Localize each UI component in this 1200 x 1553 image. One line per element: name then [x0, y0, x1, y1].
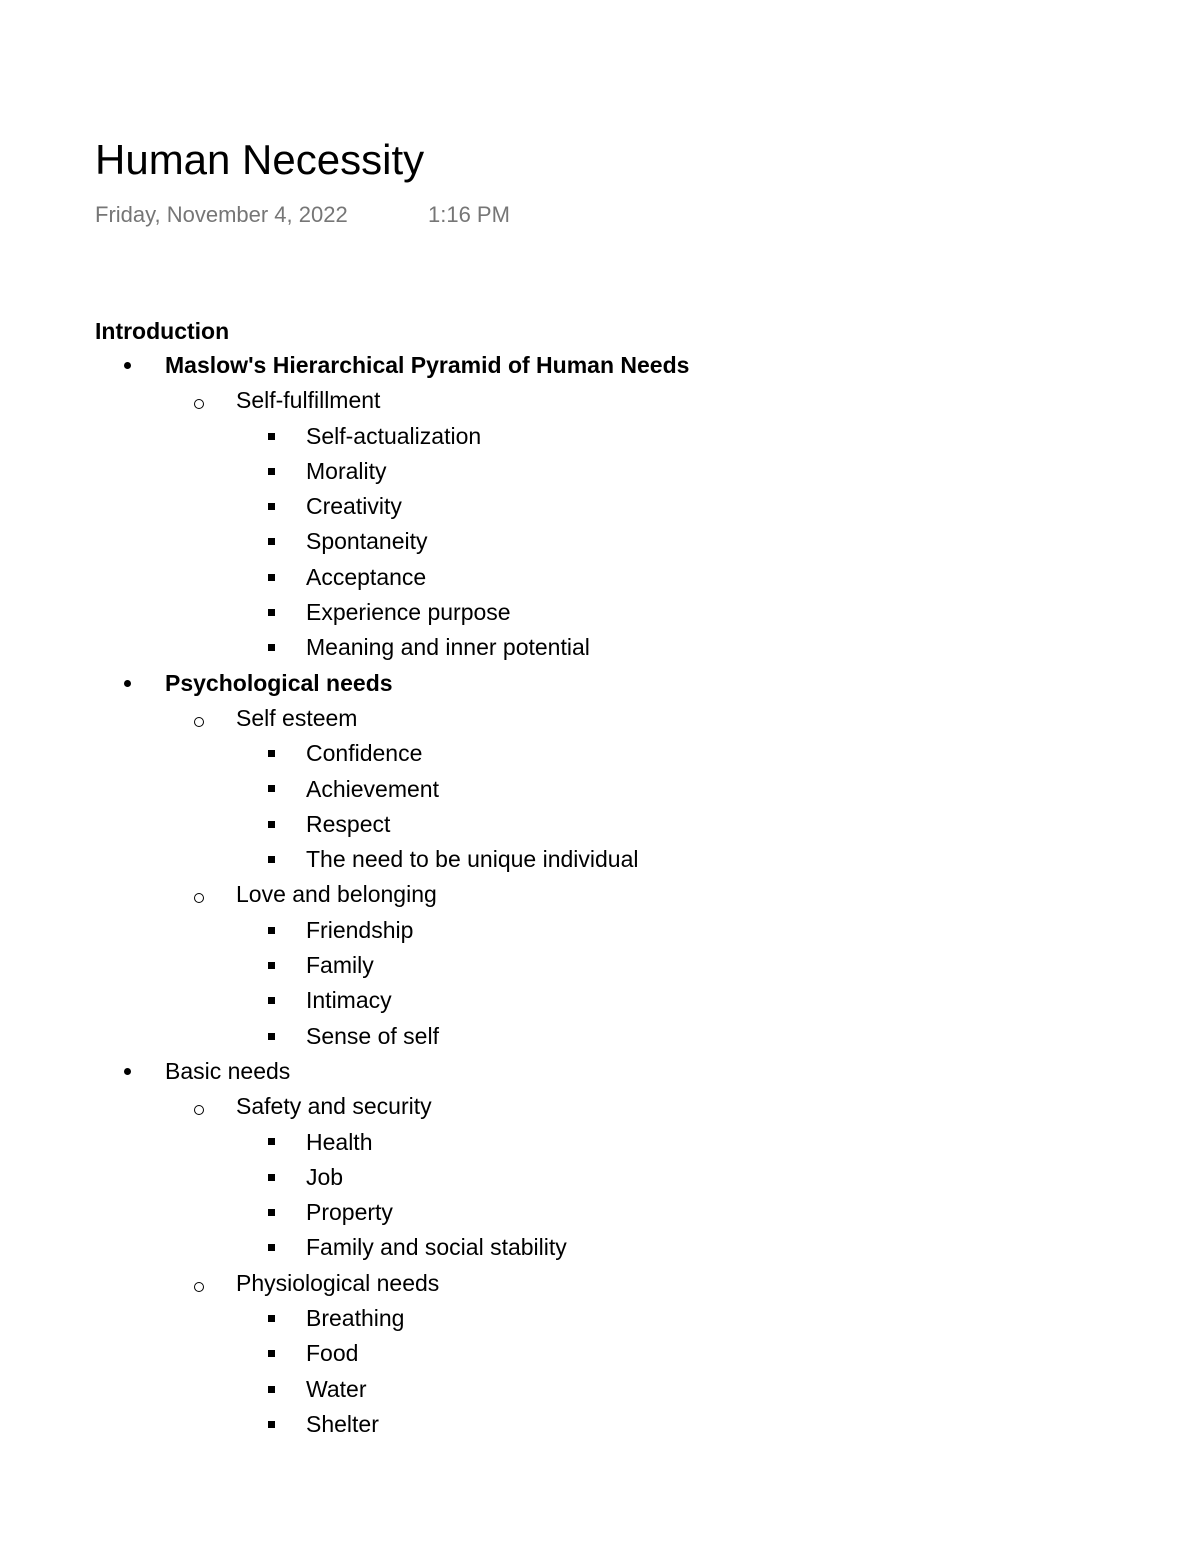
- list-item-text: Health: [306, 1128, 373, 1155]
- list-item-text: Self esteem: [236, 704, 358, 731]
- list-item-text: Self-actualization: [306, 422, 482, 449]
- list-item-text: Respect: [306, 810, 391, 837]
- list-item-text: Psychological needs: [165, 669, 393, 696]
- list-item-text: Safety and security: [236, 1093, 432, 1120]
- square-bullet-icon: [261, 1372, 281, 1407]
- list-item-text: Self-fulfillment: [236, 387, 381, 414]
- square-bullet-icon: [261, 489, 281, 524]
- square-bullet-icon: [261, 1230, 281, 1265]
- square-bullet-icon: [261, 1195, 281, 1230]
- square-bullet-icon: [261, 913, 281, 948]
- square-bullet-icon: [261, 1125, 281, 1160]
- circle-bullet-icon: [189, 1089, 209, 1124]
- square-bullet-icon: [261, 419, 281, 454]
- list-item-text: Job: [306, 1163, 344, 1190]
- square-bullet-icon: [261, 630, 281, 665]
- list-item-text: Achievement: [306, 775, 439, 802]
- section-heading: Introduction: [95, 318, 230, 344]
- square-bullet-icon: [261, 454, 281, 489]
- list-item-text: Basic needs: [165, 1057, 291, 1084]
- square-bullet-icon: [261, 524, 281, 559]
- circle-bullet-icon: [189, 701, 209, 736]
- square-bullet-icon: [261, 560, 281, 595]
- list-item-text: Friendship: [306, 916, 414, 943]
- list-item-text: Property: [306, 1199, 393, 1226]
- list-item-text: Water: [306, 1375, 367, 1402]
- circle-bullet-icon: [189, 877, 209, 912]
- square-bullet-icon: [261, 772, 281, 807]
- square-bullet-icon: [261, 948, 281, 983]
- note-date: Friday, November 4, 2022: [95, 202, 348, 227]
- list-item-text: Shelter: [306, 1410, 379, 1437]
- list-item-text: Acceptance: [306, 563, 427, 590]
- list-item-text: Love and belonging: [236, 881, 437, 908]
- list-item-text: Physiological needs: [236, 1269, 440, 1296]
- square-bullet-icon: [261, 1407, 281, 1442]
- square-bullet-icon: [261, 1301, 281, 1336]
- disc-bullet-icon: [117, 1054, 137, 1089]
- list-item-text: Maslow's Hierarchical Pyramid of Human Needs: [165, 352, 690, 378]
- list-item-text: Morality: [306, 457, 387, 484]
- square-bullet-icon: [261, 807, 281, 842]
- disc-bullet-icon: [117, 348, 137, 383]
- note-time: 1:16 PM: [428, 202, 510, 227]
- circle-bullet-icon: [189, 1266, 209, 1301]
- square-bullet-icon: [261, 983, 281, 1018]
- circle-bullet-icon: [189, 383, 209, 418]
- list-item-text: Family and social stability: [306, 1234, 567, 1261]
- square-bullet-icon: [261, 1336, 281, 1371]
- list-item-text: Creativity: [306, 493, 402, 520]
- list-item-text: Experience purpose: [306, 599, 511, 626]
- list-item-text: The need to be unique individual: [306, 846, 639, 873]
- list-item-text: Breathing: [306, 1305, 405, 1332]
- list-item-text: Confidence: [306, 740, 423, 767]
- list-item-text: Meaning and inner potential: [306, 634, 590, 661]
- square-bullet-icon: [261, 842, 281, 877]
- square-bullet-icon: [261, 1019, 281, 1054]
- note-timestamp: [95, 200, 1095, 230]
- list-item-text: Sense of self: [306, 1022, 439, 1049]
- disc-bullet-icon: [117, 666, 137, 701]
- note-page: [95, 134, 1095, 1437]
- list-item-text: Food: [306, 1340, 359, 1367]
- square-bullet-icon: [261, 595, 281, 630]
- square-bullet-icon: [261, 1160, 281, 1195]
- page-title: Human Necessity: [95, 136, 425, 183]
- list-item-text: Family: [306, 952, 374, 979]
- list-item-text: Spontaneity: [306, 528, 428, 555]
- list-item-text: Intimacy: [306, 987, 392, 1014]
- square-bullet-icon: [261, 736, 281, 771]
